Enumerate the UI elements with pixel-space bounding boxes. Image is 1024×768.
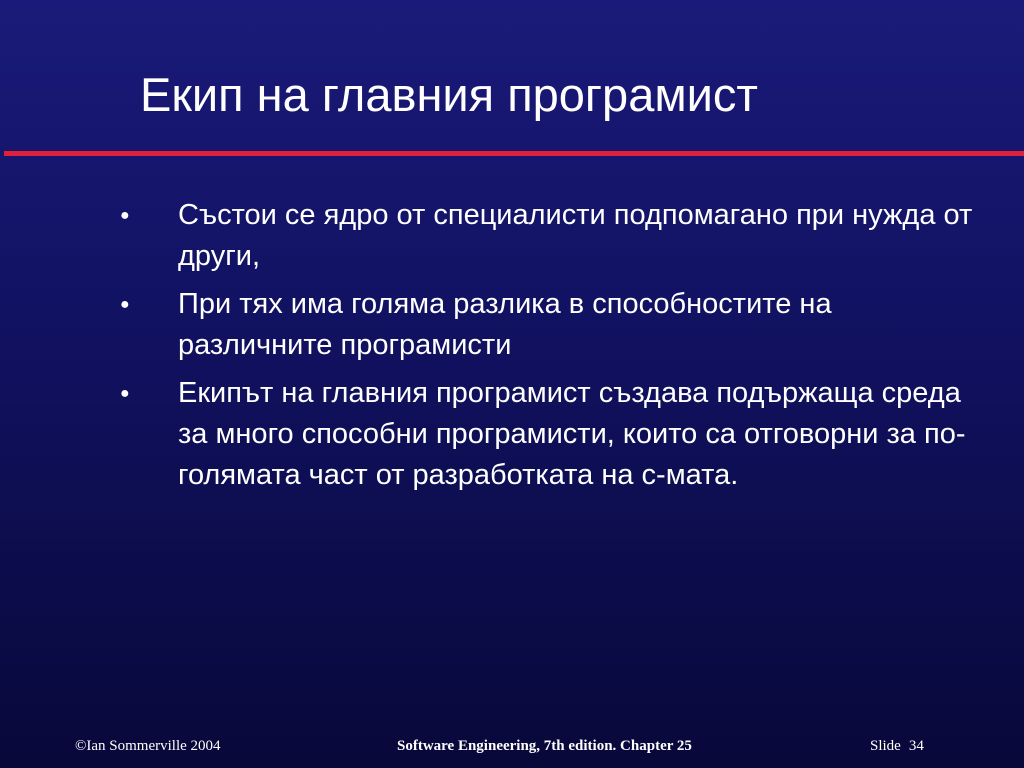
bullet-item (120, 284, 980, 366)
bullet-item (120, 373, 980, 496)
slide-number: 34 (908, 738, 924, 754)
bullet-icon: ● (120, 296, 130, 313)
slide-label: Slide (870, 738, 901, 754)
footer-book-title: Software Engineering, 7th edition. Chapter 25 (397, 738, 692, 754)
bullet-text: Екипът на главния програмист създава подържаща среда за много способни програмисти, които са отговорни за по-голямата част от разработката на с-мата. (178, 377, 966, 491)
slide-title: Екип на главния програмист (140, 68, 758, 121)
footer-copyright: ©Ian Sommerville 2004 (75, 738, 221, 754)
bullet-text: При тях има голяма разлика в способностите на различните програмисти (178, 288, 832, 361)
bullet-icon: ● (120, 385, 130, 402)
title-divider (4, 151, 1024, 156)
bullet-icon: ● (120, 207, 130, 224)
footer-slide-number (870, 738, 924, 755)
bullet-list (120, 195, 980, 503)
bullet-item (120, 195, 980, 277)
bullet-text: Състои се ядро от специалисти подпомагано при нужда от други, (178, 199, 973, 272)
